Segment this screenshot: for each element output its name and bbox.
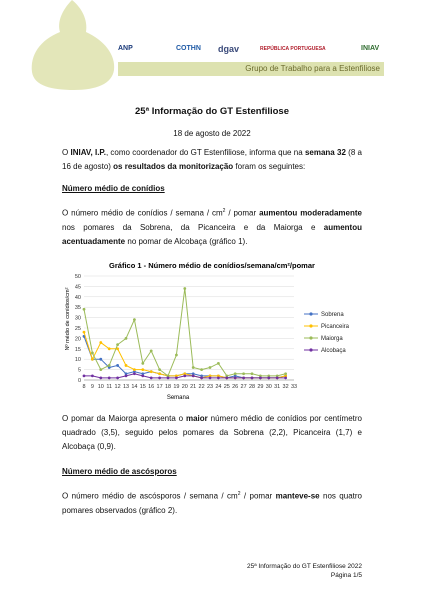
x-tick-label: 18 <box>164 384 172 390</box>
section-text: nos quatro pomares observados (gráfico 2). <box>62 491 362 515</box>
x-tick-label: 32 <box>282 384 289 390</box>
data-point <box>125 374 128 377</box>
anp-logo: ANP <box>118 45 133 52</box>
x-tick-label: 9 <box>90 384 94 390</box>
data-point <box>192 374 195 377</box>
data-point <box>116 377 119 380</box>
data-point <box>108 347 111 350</box>
data-point <box>234 377 237 380</box>
summary-text: número médio de conídios por centímetro quadrado (3,5), seguido pelos pomares da Sobrena (2,2), Picanceira (1,7) e Alcobaça (0,9). <box>62 414 362 451</box>
y-tick-label: 0 <box>77 378 81 384</box>
data-point <box>108 364 111 367</box>
x-tick-label: 10 <box>97 384 104 390</box>
data-point <box>175 354 178 357</box>
data-point <box>116 343 119 346</box>
y-tick-label: 25 <box>74 326 81 332</box>
data-point <box>125 337 128 340</box>
x-tick-label: 26 <box>232 384 239 390</box>
data-point <box>133 372 136 375</box>
legend-marker <box>309 312 312 315</box>
series-line-picanceira <box>84 332 286 378</box>
data-point <box>99 358 102 361</box>
x-tick-label: 12 <box>114 384 121 390</box>
data-point <box>116 364 119 367</box>
x-tick-label: 14 <box>131 384 138 390</box>
section-ascosporos-paragraph <box>62 487 362 518</box>
data-point <box>125 364 128 367</box>
conidios-summary-paragraph <box>62 412 362 454</box>
document-date: 18 de agosto de 2022 <box>173 129 251 138</box>
data-point <box>141 374 144 377</box>
x-tick-label: 28 <box>248 384 256 390</box>
x-tick-label: 30 <box>265 384 272 390</box>
y-tick-label: 15 <box>74 346 81 353</box>
x-tick-label: 24 <box>215 384 222 390</box>
emphasis-text: aumentou acentuadamente <box>62 222 362 246</box>
data-point <box>183 374 186 377</box>
x-tick-label: 20 <box>181 384 188 390</box>
data-point <box>209 377 212 380</box>
data-point <box>133 368 136 371</box>
data-point <box>225 377 228 380</box>
data-point <box>234 372 237 375</box>
data-point <box>242 377 245 380</box>
x-tick-label: 13 <box>122 384 130 390</box>
legend-label: Picanceira <box>321 324 350 330</box>
intro-week: semana 32 <box>304 148 346 157</box>
data-point <box>99 368 102 371</box>
x-tick-label: 11 <box>106 384 113 390</box>
data-point <box>133 318 136 321</box>
data-point <box>200 368 203 371</box>
intro-text: (8 a 16 de agosto) <box>62 148 362 171</box>
data-point <box>91 374 94 377</box>
y-tick-label: 40 <box>74 294 81 301</box>
x-tick-label: 25 <box>223 384 230 390</box>
y-tick-label: 30 <box>74 315 81 322</box>
data-point <box>259 377 262 380</box>
data-point <box>242 372 245 375</box>
section-text: / pomar <box>225 208 260 218</box>
data-point <box>167 377 170 380</box>
data-point <box>158 368 161 371</box>
x-tick-label: 21 <box>190 384 197 390</box>
superscript: 2 <box>222 208 226 214</box>
legend-label: Alcobaça <box>321 348 346 354</box>
y-tick-label: 50 <box>74 274 81 280</box>
intro-text: , como coordenador do GT Estenfiliose, informa que na <box>105 148 305 157</box>
data-point <box>83 374 86 377</box>
dgav-logo: dgav <box>218 44 240 54</box>
chart-x-axis-label: Semana <box>166 395 190 401</box>
x-tick-label: 27 <box>240 384 247 390</box>
data-point <box>217 362 220 365</box>
y-tick-label: 10 <box>74 357 81 364</box>
y-tick-label: 5 <box>77 367 81 374</box>
series-line-sobrena <box>84 336 286 378</box>
x-tick-label: 23 <box>206 384 214 390</box>
series-line-maiorga <box>84 288 286 375</box>
data-point <box>83 308 86 311</box>
section-text: nos pomares da Sobrena, da Picanceira e da Maiorga e <box>62 222 324 232</box>
iniav-logo: INIAV <box>361 45 380 52</box>
x-tick-label: 19 <box>173 384 180 390</box>
footer-title: 25ª Informação do GT Estenfiliose 2022 <box>246 563 362 570</box>
section-text: no pomar de Alcobaça (gráfico 1). <box>125 236 248 246</box>
data-point <box>284 372 287 375</box>
data-point <box>209 366 212 369</box>
x-tick-label: 15 <box>139 384 146 390</box>
data-point <box>99 341 102 344</box>
data-point <box>175 377 178 380</box>
data-point <box>141 368 144 371</box>
emphasis-text: manteve-se <box>275 491 320 501</box>
section-text: / pomar <box>240 491 276 501</box>
x-tick-label: 31 <box>274 384 281 390</box>
legend-marker <box>309 336 312 339</box>
chart-title: Gráfico 1 - Número médio de conídios/semana/cm²/pomar <box>109 261 315 270</box>
data-point <box>251 377 254 380</box>
data-point <box>276 377 279 380</box>
y-tick-label: 20 <box>74 336 81 343</box>
document-title: 25ª Informação do GT Estenfiliose <box>135 106 289 117</box>
section-text: O número médio de ascósporos / semana / cm <box>62 491 238 501</box>
x-tick-label: 33 <box>290 384 298 390</box>
data-point <box>91 352 94 355</box>
emphasis-text: aumentou moderadamente <box>259 208 362 218</box>
superscript: 2 <box>237 491 241 497</box>
data-point <box>217 377 220 380</box>
data-point <box>150 349 153 352</box>
intro-org: INIAV, I.P. <box>70 148 106 157</box>
data-point <box>91 358 94 361</box>
intro-text: O <box>62 148 71 157</box>
cothn-logo: COTHN <box>176 45 201 52</box>
emphasis-text: maior <box>185 414 208 423</box>
chart-y-axis-label: Nº médio de conídios/cm² <box>65 287 71 351</box>
x-tick-label: 16 <box>148 384 155 390</box>
data-point <box>99 377 102 380</box>
header-banner: Grupo de Trabalho para a Estenfiliose <box>118 62 384 76</box>
data-point <box>251 372 254 375</box>
data-point <box>150 370 153 373</box>
data-point <box>158 377 161 380</box>
data-point <box>158 372 161 375</box>
data-point <box>284 377 287 380</box>
intro-text: foram os seguintes: <box>233 162 306 171</box>
legend-marker <box>309 324 312 327</box>
intro-results: os resultados da monitorização <box>113 162 234 171</box>
x-tick-label: 8 <box>82 384 86 390</box>
footer-page-number: Página 1/5 <box>330 572 362 579</box>
x-tick-label: 29 <box>257 384 264 390</box>
section-ascosporos-heading: Número médio de ascósporos <box>62 467 177 476</box>
x-tick-label: 22 <box>198 384 205 390</box>
data-point <box>200 377 203 380</box>
legend-label: Maiorga <box>321 336 343 342</box>
data-point <box>267 377 270 380</box>
data-point <box>141 362 144 365</box>
republica-logo: REPÚBLICA PORTUGUESA <box>260 46 326 52</box>
section-text: O número médio de conídios / semana / cm <box>62 208 223 218</box>
x-tick-label: 17 <box>156 384 163 390</box>
y-tick-label: 45 <box>74 284 81 291</box>
legend-label: Sobrena <box>321 312 344 318</box>
data-point <box>108 377 111 380</box>
summary-text: O pomar da Maiorga apresenta o <box>62 414 186 423</box>
legend-marker <box>309 348 312 351</box>
data-point <box>83 331 86 334</box>
data-point <box>150 377 153 380</box>
data-point <box>183 287 186 290</box>
conidios-line-chart <box>62 256 362 402</box>
y-tick-label: 35 <box>74 305 81 312</box>
section-conidios-heading: Número médio de conídios <box>62 184 165 193</box>
intro-paragraph <box>62 146 362 174</box>
data-point <box>192 366 195 369</box>
section-conidios-paragraph <box>62 204 362 249</box>
